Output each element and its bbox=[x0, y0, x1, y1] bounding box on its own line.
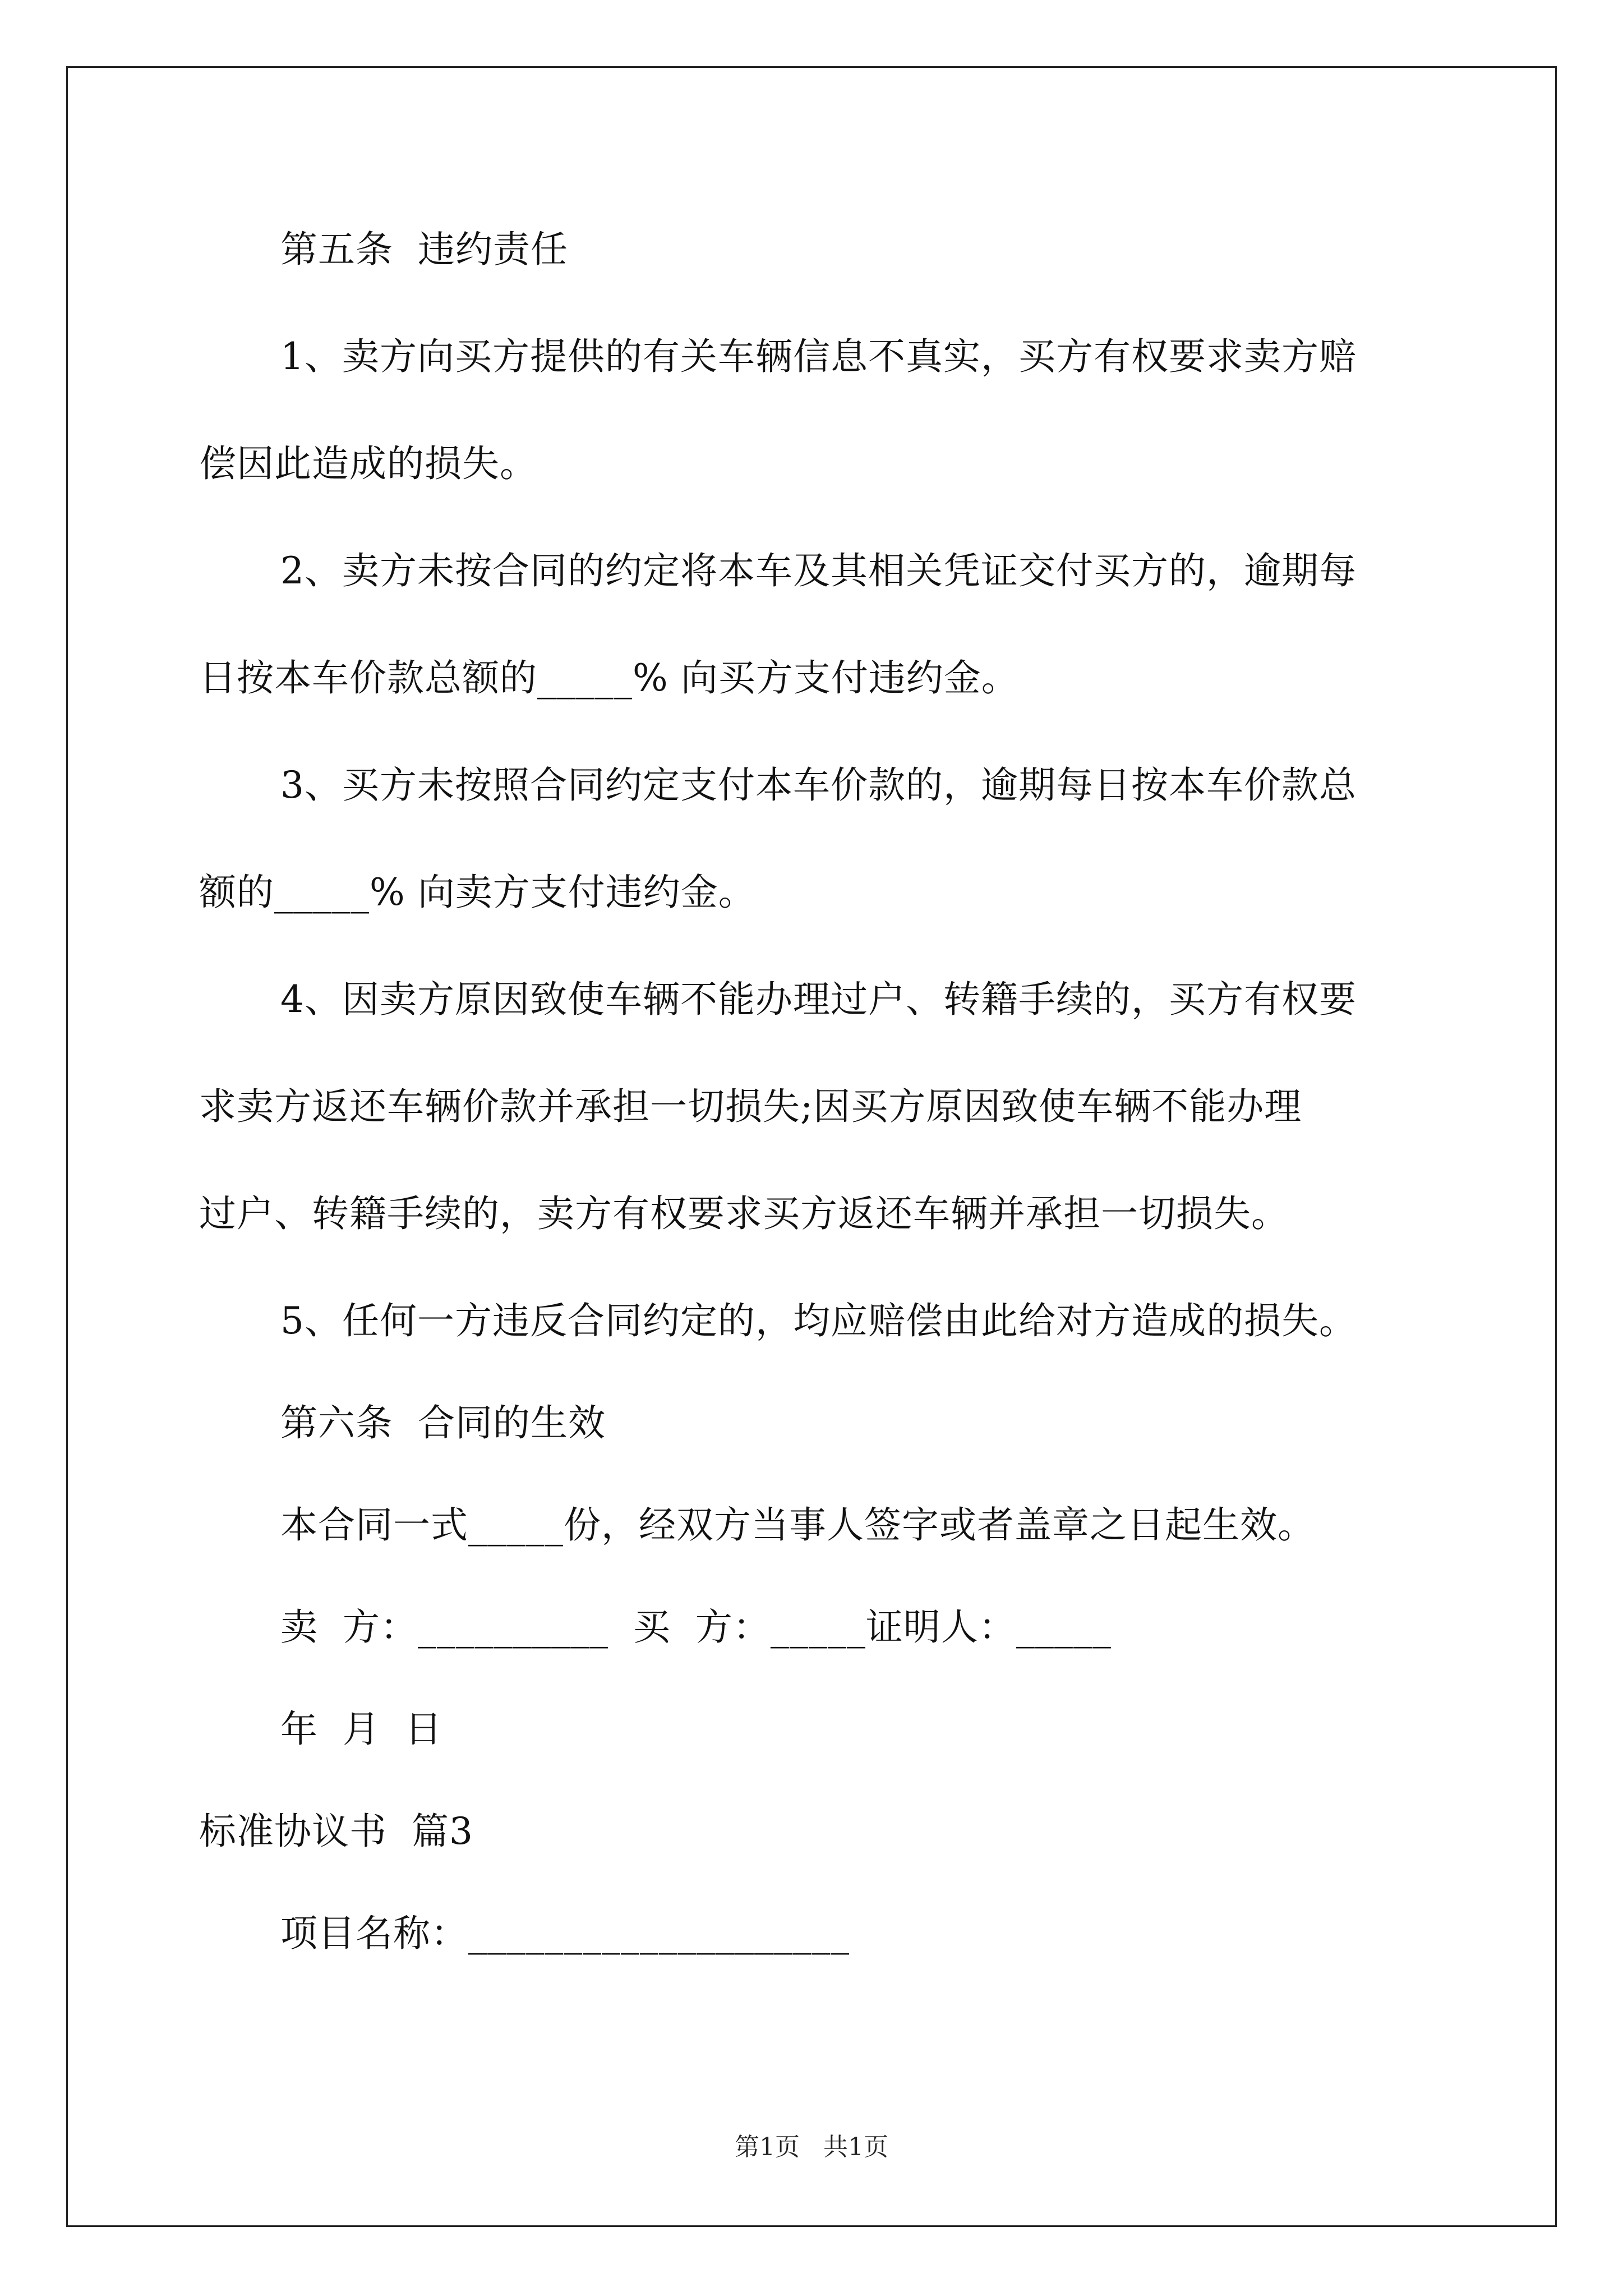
page-footer: 第1页 共1页 bbox=[735, 2133, 888, 2161]
clause-3-line-2: 额的_____% 向卖方支付违约金。 bbox=[199, 871, 756, 914]
copies-line: 本合同一式_____份，经双方当事人签字或者盖章之日起生效。 bbox=[280, 1503, 1315, 1547]
clause-3-line-1: 3、买方未按照合同约定支付本车价款的，逾期每日按本车价款总 bbox=[280, 763, 1357, 807]
clause-5-line-1: 5、任何一方违反合同约定的，均应赔偿由此给对方造成的损失。 bbox=[280, 1299, 1357, 1342]
page-border bbox=[66, 66, 1557, 2227]
clause-2-line-2: 日按本车价款总额的_____% 向买方支付违约金。 bbox=[199, 656, 1019, 700]
article-5-heading: 第五条 违约责任 bbox=[280, 228, 568, 271]
signature-line: 卖 方：__________ 买 方：_____证明人：_____ bbox=[280, 1605, 1112, 1649]
article-6-heading: 第六条 合同的生效 bbox=[280, 1401, 606, 1444]
date-line: 年 月 日 bbox=[280, 1708, 442, 1751]
clause-2-line-1: 2、卖方未按合同的约定将本车及其相关凭证交付买方的，逾期每 bbox=[280, 549, 1357, 592]
clause-4-line-2: 求卖方返还车辆价款并承担一切损失;因买方原因致使车辆不能办理 bbox=[199, 1085, 1302, 1128]
project-name-line: 项目名称：____________________ bbox=[280, 1912, 850, 1955]
clause-4-line-1: 4、因卖方原因致使车辆不能办理过户、转籍手续的，买方有权要 bbox=[280, 978, 1357, 1021]
section-heading: 标准协议书 篇3 bbox=[199, 1810, 473, 1853]
clause-1-line-2: 偿因此造成的损失。 bbox=[199, 442, 537, 485]
clause-4-line-3: 过户、转籍手续的，卖方有权要求买方返还车辆并承担一切损失。 bbox=[199, 1192, 1289, 1235]
clause-1-line-1: 1、卖方向买方提供的有关车辆信息不真实，买方有权要求卖方赔 bbox=[280, 335, 1357, 378]
